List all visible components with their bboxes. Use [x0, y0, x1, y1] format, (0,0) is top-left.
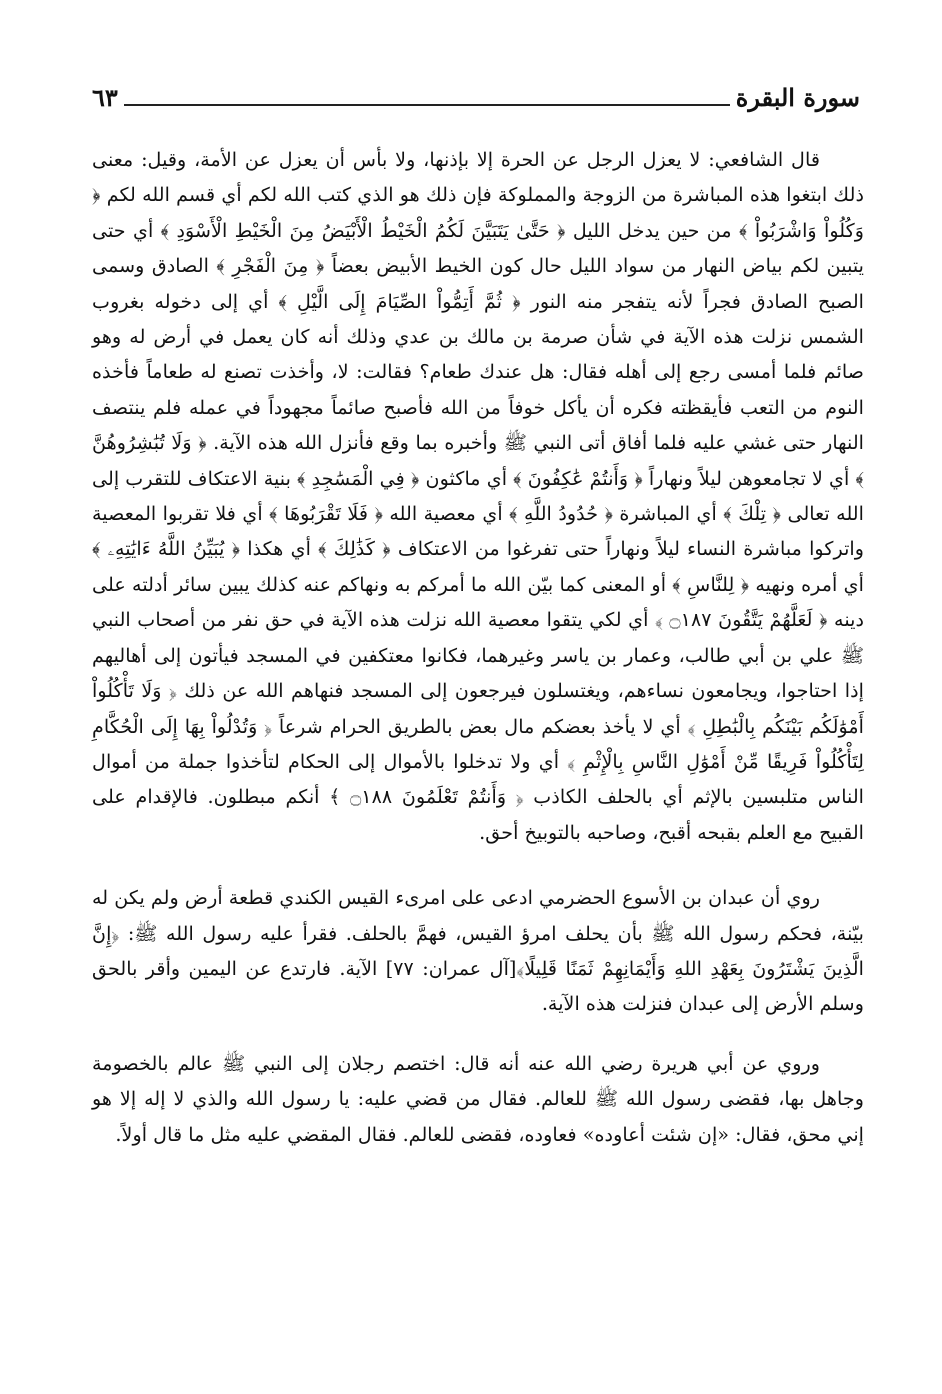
- body-text: [92, 142, 864, 1152]
- header-rule: [124, 104, 730, 106]
- paragraph-abdan-narration: روي أن عبدان بن الأسوع الحضرمي ادعى على امرىء القيس الكندي قطعة أرض ولم يكن له بيّنة، فحكم رسول الله ﷺ بأن يحلف امرؤ القيس، فهمَّ بالحلف. فقرأ عليه رسول الله ﷺ: ﴿إِنَّ الَّذِينَ يَشْتَرُونَ بِعَهْدِ اللهِ وَأَيْمَانِهِمْ ثَمَنًا قَلِيلًا﴾[آل عمران: ٧٧] الآية. فارتدع عن اليمين وأقر بالحق وسلم الأرض إلى عبدان فنزلت هذه الآية.: [92, 886, 864, 1016]
- paragraph-tafsir: قال الشافعي: لا يعزل الرجل عن الحرة إلا بإذنها، ولا بأس أن يعزل عن الأمة، وقيل: معنى ذلك ابتغوا هذه المباشرة من الزوجة والمملوكة فإن ذلك هو الذي كتب الله لكم أي قسم الله لكم ﴿ وَكُلُواْ وَاشْرَبُواْ ﴾ من حين يدخل الليل ﴿ حَتَّىٰ يَتَبَيَّنَ لَكُمُ الْخَيْطُ الْأَبْيَضُ مِنَ الْخَيْطِ الْأَسْوَدِ ﴾ أي حتى يتبين لكم بياض النهار من سواد الليل حال كون الخيط الأبيض بعضاً ﴿ مِنَ الْفَجْرِ ﴾ الصادق وسمى الصبح الصادق فجراً لأنه يتفجر منه النور ﴿ ثُمَّ أَتِمُّواْ الصِّيَامَ إِلَى الَّيْلِ ﴾ أي إلى دخوله بغروب الشمس نزلت هذه الآية في شأن صرمة بن مالك بن عدي وذلك أنه كان يعمل في أرض له وهو صائم فلما أمسى رجع إلى أهله فقال: هل عندك طعام؟ فقالت: لا، وأخذت تصنع له طعاماً فأخذه النوم من التعب فأيقظته فكره أن يأكل خوفاً من الله فأصبح صائماً مجهوداً في عمله فلم ينتصف النهار حتى غشي عليه فلما أفاق أتى النبي ﷺ وأخبره بما وقع فأنزل الله هذه الآية. ﴿ وَلَا تُبَٰشِرُوهُنَّ ﴾ أي لا تجامعوهن ليلاً ونهاراً ﴿ وَأَنتُمْ عَٰكِفُونَ ﴾ أي ماكثون ﴿ فِي الْمَسَٰجِدِ ﴾ بنية الاعتكاف للتقرب إلى الله تعالى ﴿ تِلْكَ ﴾ أي المباشرة ﴿ حُدُودُ اللَّهِ ﴾ أي معصية الله ﴿ فَلَا تَقْرَبُوهَا ﴾ أي فلا تقربوا المعصية واتركوا مباشرة النساء ليلاً ونهاراً حتى تفرغوا من الاعتكاف ﴿ كَذَٰلِكَ ﴾ أي هكذا ﴿ يُبَيِّنُ اللَّهُ ءَايَٰتِهِۦ ﴾ أي أمره ونهيه ﴿ لِلنَّاسِ ﴾ أو المعنى كما بيّن الله ما أمركم به ونهاكم عنه كذلك يبين سائر أدلته على دينه ﴿ لَعَلَّهُمْ يَتَّقُونَ ۝١٨٧ ﴾ أي لكي يتقوا معصية الله نزلت هذه الآية في حق نفر من أصحاب النبي ﷺ علي بن أبي طالب، وعمار بن ياسر وغيرهما، فكانوا معتكفين في المسجد فيأتون إلى أهاليهم إذا احتاجوا، ويجامعون نساءهم، ويغتسلون فيرجعون إلى المسجد فنهاهم الله عن ذلك ﴿ وَلَا تَأْكُلُواْ أَمْوَٰلَكُم بَيْنَكُم بِالْبَٰطِلِ ﴾ أي لا يأخذ بعضكم مال بعض بالطريق الحرام شرعاً ﴿ وَتُدْلُواْ بِهَا إِلَى الْحُكَّامِ لِتَأْكُلُواْ فَرِيقًا مِّنْ أَمْوَٰلِ النَّاسِ بِالْإِثْمِ ﴾ أي ولا تدخلوا بالأموال إلى الحكام لتأخذوا جملة من أموال الناس متلبسين بالإثم أي بالحلف الكاذب ﴿ وَأَنتُمْ تَعْلَمُونَ ۝١٨٨ ﴾ أنكم مبطلون. فالإقدام على القبيح مع العلم بقبحه أقبح، وصاحبه بالتوبيخ أحق.: [92, 148, 865, 844]
- running-header: [92, 74, 860, 112]
- surah-title: سورة البقرة: [735, 83, 860, 112]
- paragraph-abu-hurayra-narration: وروي عن أبي هريرة رضي الله عنه أنه قال: اختصم رجلان إلى النبي ﷺ عالم بالخصومة وجاهل بها، فقضى رسول الله ﷺ للعالم. فقال من قضي عليه: يا رسول الله والذي لا إله إلا هو إني محق، فقال: «إن شئت أعاوده» فعاوده، فقضى للعالم. فقال المقضي عليه مثل ما قال أولاً.: [92, 1051, 864, 1146]
- page-number: ٦٣: [92, 83, 118, 112]
